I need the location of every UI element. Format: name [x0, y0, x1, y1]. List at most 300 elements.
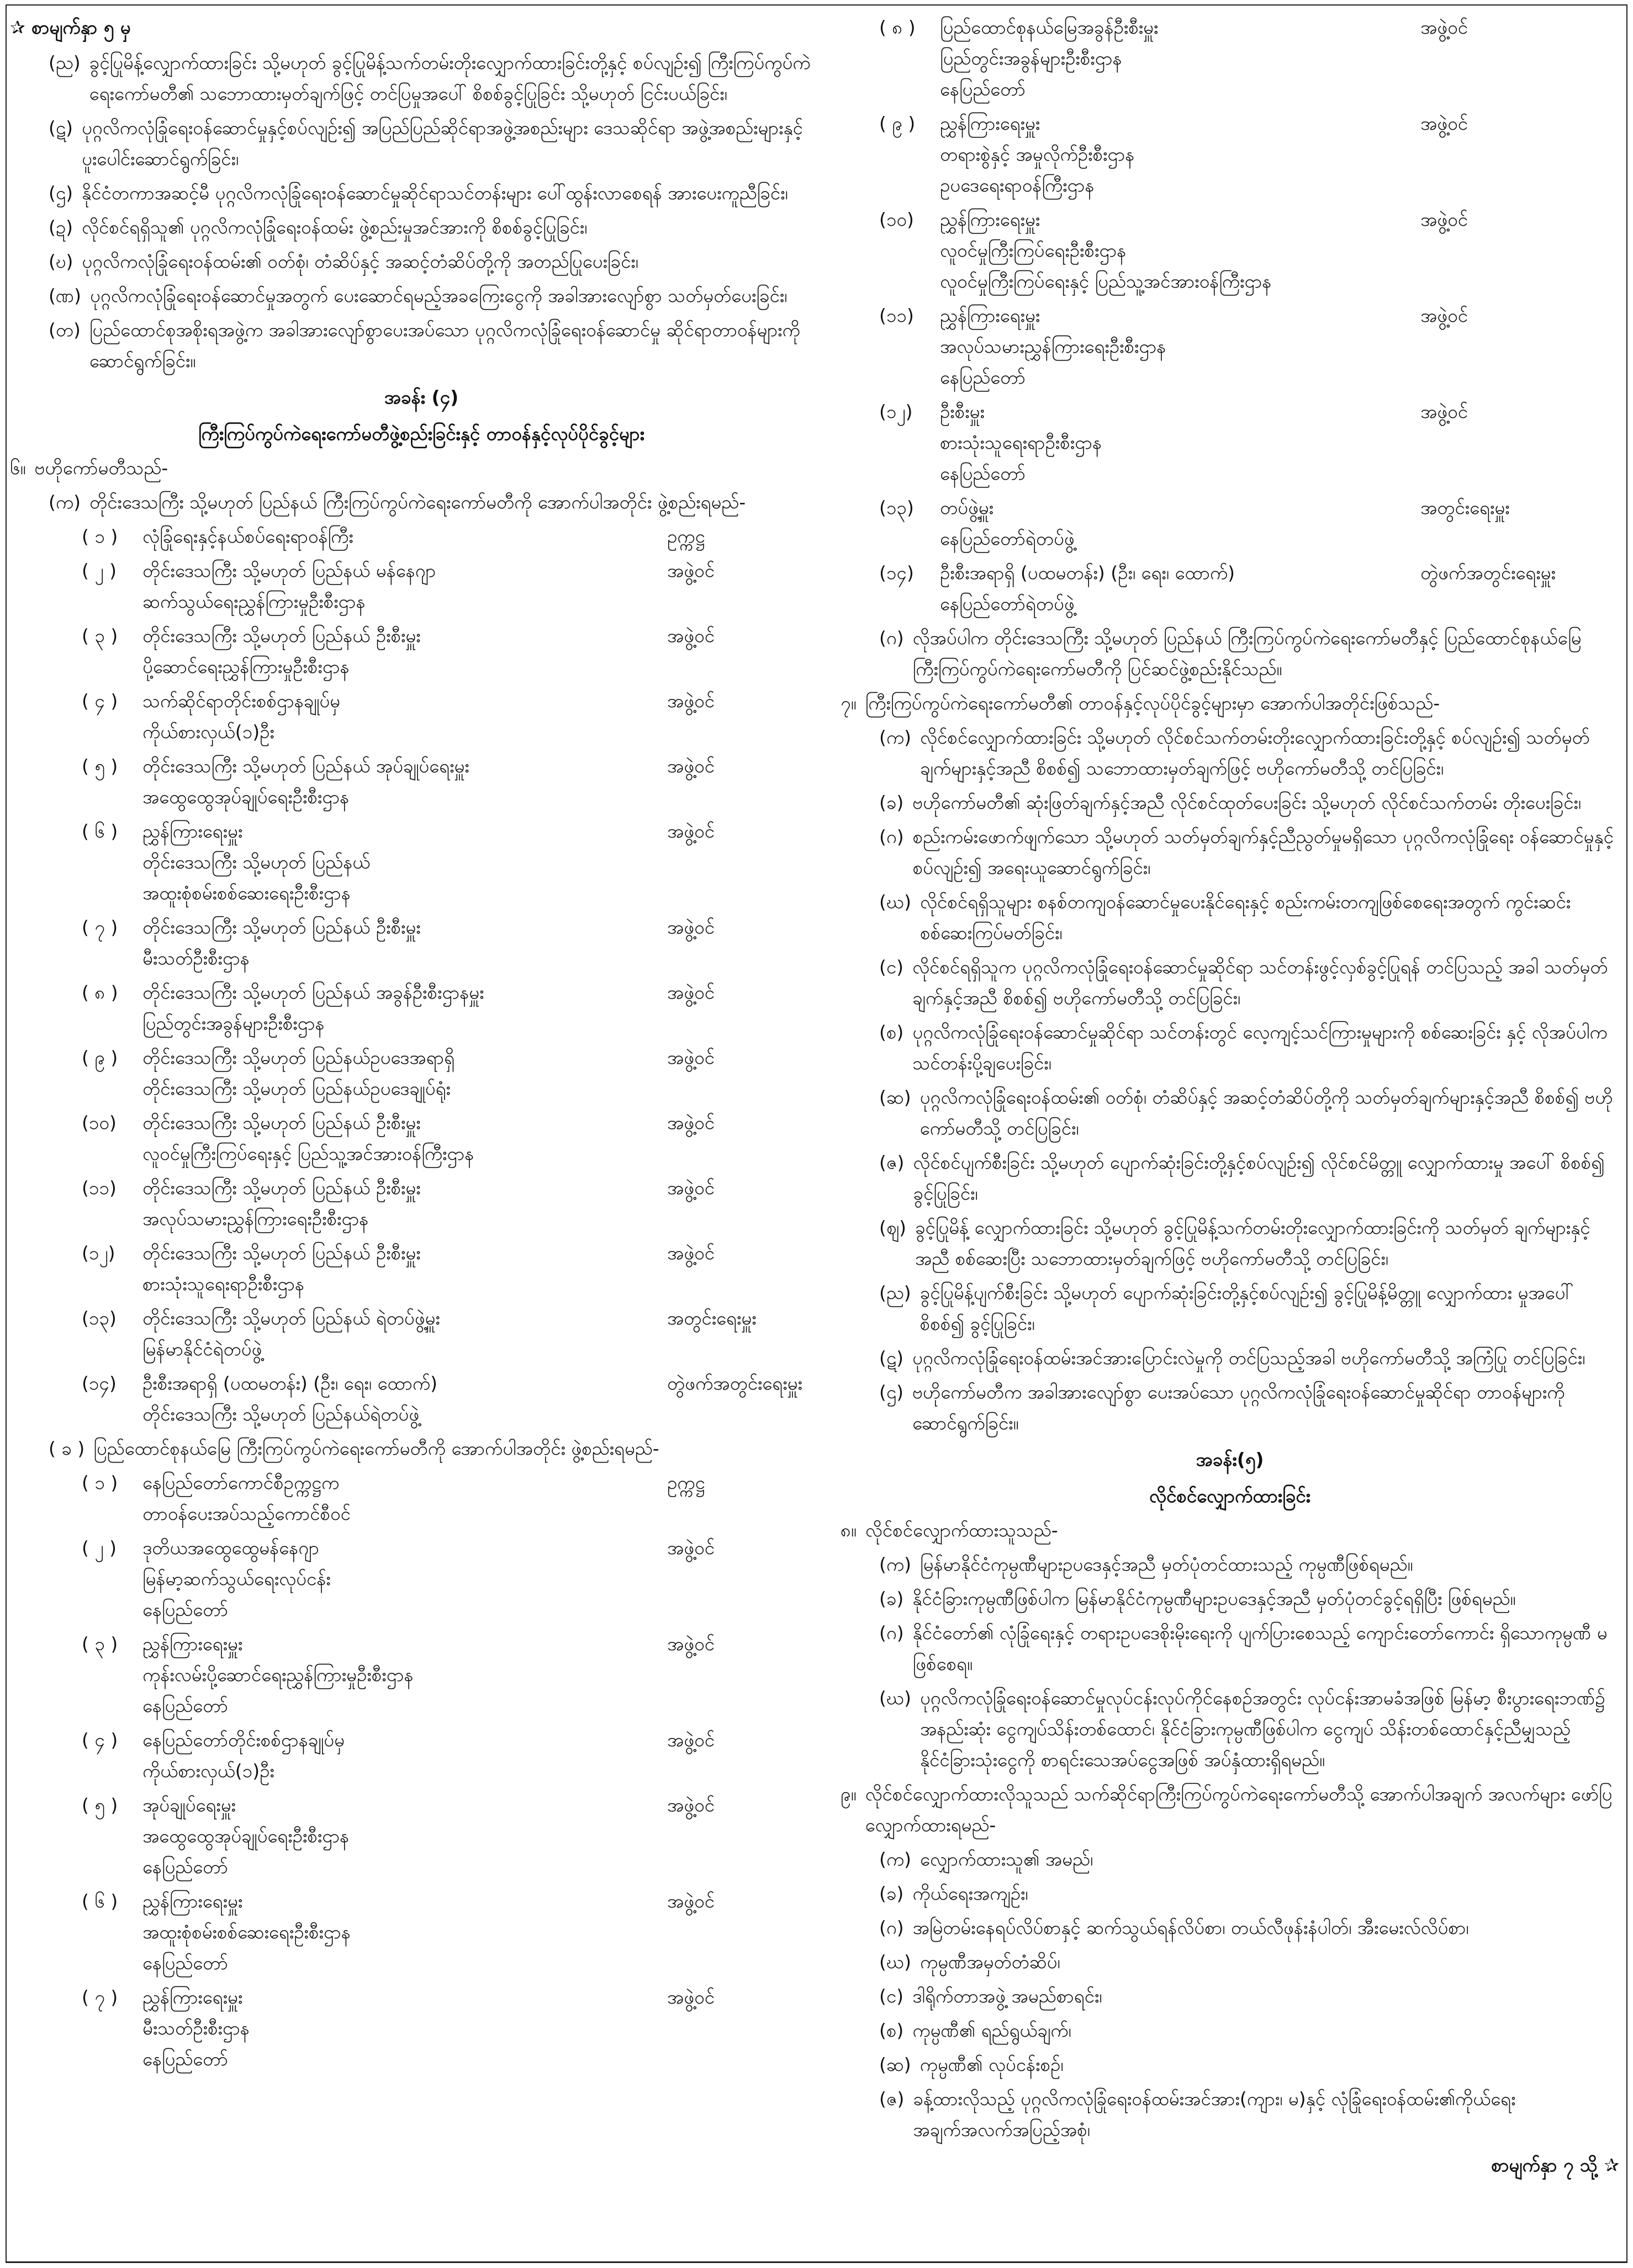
member-position-line: ညွှန်ကြားရေးမှူး	[142, 1633, 243, 1655]
member-role: အဖွဲ့ဝင်	[667, 560, 715, 581]
member-position-line: မီးသတ်ဦးစီးဌာန	[142, 2017, 250, 2039]
clause-number: ( ခ )	[49, 1438, 85, 1459]
member-position-line: စားသုံးသူရေးရာဦးစီးဌာန	[940, 432, 1102, 453]
member-role: ဥက္ကဋ္ဌ	[667, 526, 705, 547]
left-column	[10, 12, 833, 2255]
clause-number: (ည)	[879, 1282, 911, 1303]
member-position-line: အထွေထွေအုပ်ချုပ်ရေးဦးစီးဌာန	[142, 1825, 350, 1847]
member-position-line: ဆက်သွယ်ရေးညွှန်ကြားမှုဦးစီးဌာန	[142, 591, 366, 612]
clause-number: (ဈ)	[879, 1217, 906, 1238]
clause-number: (ဋ)	[879, 1347, 904, 1369]
committee-member-row	[10, 1725, 833, 1787]
member-position-line: ညွှန်ကြားရေးမှူး	[940, 113, 1040, 134]
member-number: (၁၁)	[879, 305, 914, 326]
frame-left-border	[6, 4, 7, 2262]
member-position-line: ဦးစီးမှူး	[940, 401, 985, 422]
member-position-line: တိုင်းဒေသကြီး သို့မဟုတ် ပြည်နယ် ဦးစီးမှူး	[142, 625, 421, 647]
member-position-line: ပြည်ထောင်စုနယ်မြေအခွန်ဦးစီးမှူး	[940, 17, 1159, 38]
member-position	[142, 977, 667, 1039]
committee-member-row	[10, 912, 833, 974]
member-position-line: တိုင်းဒေသကြီး သို့မဟုတ် ပြည်နယ် ရဲတပ်ဖွဲ့မှူး	[142, 1307, 440, 1329]
member-number: (၁၀)	[82, 1112, 117, 1133]
committee-member-row	[10, 1467, 833, 1529]
member-position	[940, 300, 1420, 393]
clause-item	[10, 178, 833, 209]
committee-member-row	[841, 108, 1619, 201]
clause-item	[10, 212, 833, 243]
member-position-line: ညွှန်ကြားရေးမှူး	[940, 305, 1040, 326]
clause-item	[841, 722, 1619, 784]
section6-heading	[10, 453, 833, 484]
member-number: (၁၄)	[879, 562, 914, 584]
clause-text: ဗဟိုကော်မတီ၏ ဆုံးဖြတ်ချက်နှင့်အညီ လိုင်စင်ထုတ်ပေးခြင်း သို့မဟုတ် လိုင်စင်သက်တမ်း တိုးပေးခြင်း၊	[912, 792, 1582, 813]
clause-text: ဒါရိုက်တာအဖွဲ့ အမည်စာရင်း၊	[912, 1985, 1102, 2007]
member-position	[142, 1042, 667, 1104]
clause-number: (စ)	[879, 1021, 904, 1043]
clause-number: (ဃ)	[879, 1951, 911, 1973]
member-position-line: နေပြည်တော်	[940, 463, 1026, 484]
clause-item	[10, 113, 833, 174]
member-role: အဖွဲ့ဝင်	[667, 1242, 715, 1264]
member-number: (၁၂)	[879, 401, 913, 422]
member-position-line: တိုင်းဒေသကြီး သို့မဟုတ် ပြည်နယ် မန်နေဂျာ	[142, 560, 436, 581]
member-number: ( ၃ )	[82, 625, 118, 647]
member-position-line: အထွေထွေအုပ်ချုပ်ရေးဦးစီးဌာန	[142, 786, 350, 808]
clause-item	[841, 1981, 1619, 2012]
member-position	[940, 396, 1420, 489]
clause-text: ခွင့်ပြုမိန့် လျှောက်ထားခြင်း သို့မဟုတ် ခွင့်ပြုမိန့်သက်တမ်းတိုးလျှောက်ထားခြင်းကို သတ်မှတ် ချက်များနှင့်အညီ စစ်ဆေးပြီး သဘောထားမှတ်ချက်ဖြင့် ဗဟိုကော်မတီသို့ တင်ပြခြင်း၊	[915, 1217, 1590, 1269]
clause-item	[841, 1278, 1619, 1339]
member-position	[142, 1238, 667, 1300]
clause-number: (ဇ)	[879, 2088, 905, 2110]
member-role: အဖွဲ့ဝင်	[1420, 305, 1468, 326]
committee-member-row	[10, 816, 833, 909]
clause-number: (ဌ)	[879, 1381, 904, 1403]
clause-item	[841, 1377, 1619, 1439]
member-role: အဖွဲ့ဝင်	[1420, 209, 1468, 230]
member-position	[142, 686, 667, 748]
member-position-line: ဥပဒေရေးရာဝန်ကြီးဌာန	[940, 174, 1095, 196]
clause-number: (ဂ)	[879, 826, 904, 847]
clause-text: နိုင်ငံတော်၏ လုံခြုံရေးနှင့် တရားဥပဒေစိုးမိုးရေးကို ပျက်ပြားစေသည့် ကျောင်းတော်ကောင်း ရှိသောကုမ္ပဏီ မဖြစ်စေရ။	[912, 1622, 1608, 1674]
member-position	[142, 1467, 667, 1529]
member-position-line: ပြည်တွင်းအခွန်များဦးစီးဌာန	[142, 1013, 325, 1034]
section9-heading	[841, 1779, 1619, 1841]
member-position-line: နေပြည်တော်ကောင်စီဥက္ကဋ္ဌက	[142, 1472, 340, 1493]
clause-text: ပုဂ္ဂလိကလုံခြုံရေးဝန်ဆောင်မှုလုပ်ငန်းလုပ်ကိုင်နေစဉ်အတွင်း လုပ်ငန်းအာမခံအဖြစ် မြန်မာ့ စီးပွားရေးဘဏ်၌ အနည်းဆုံး ငွေကျပ်သိန်းတစ်ထောင်၊ နိုင်ငံခြားကုမ္ပဏီဖြစ်ပါက ငွေကျပ် သိန်းတစ်ထောင်နှင့်ညီမျှသည့် နိုင်ငံခြားသုံးငွေကို စာရင်းသေအပ်ငွေအဖြစ် အပ်နှံထားရှိရမည်။	[919, 1687, 1605, 1771]
clause-text: လျှောက်ထားသူ၏ အမည်၊	[920, 1848, 1093, 1870]
member-position	[142, 621, 667, 682]
member-role: ဥက္ကဋ္ဌ	[667, 1472, 705, 1493]
clause-text: ကုမ္ပဏီ၏ လုပ်ငန်းစဉ်၊	[919, 2054, 1064, 2075]
member-role: အဖွဲ့ဝင်	[667, 1890, 715, 1912]
committee-member-row	[10, 521, 833, 552]
clause-number: (တ)	[49, 319, 81, 341]
member-number: ( ၆ )	[82, 1890, 118, 1912]
clause-text: ကုမ္ပဏီအမှတ်တံဆိပ်၊	[919, 1951, 1060, 1973]
member-number: ( ၁ )	[82, 1472, 118, 1493]
clause-text: ပုဂ္ဂလိကလုံခြုံရေးဝန်ထမ်း၏ ဝတ်စုံ၊ တံဆိပ်နှင့် အဆင့်တံဆိပ်တို့ကို အတည်ပြုပေးခြင်း၊	[82, 251, 638, 272]
clause-number: (င)	[879, 1985, 904, 2007]
member-position-line: ပို့ဆောင်ရေးညွှန်ကြားမှုဦးစီးဌာန	[142, 656, 350, 677]
member-role: တွဲဖက်အတွင်းရေးမှူး	[1420, 562, 1556, 584]
member-position	[940, 108, 1420, 201]
clause-number: (ဆ)	[879, 1087, 911, 1108]
member-role: အဖွဲ့ဝင်	[1420, 113, 1468, 134]
committee-member-row	[10, 1790, 833, 1883]
member-position	[940, 204, 1420, 297]
clause-text: ပုဂ္ဂလိကလုံခြုံရေးဝန်ဆောင်မှုနှင့်စပ်လျဉ်း၍ အပြည်ပြည်ဆိုင်ရာအဖွဲ့အစည်းများ ဒေသဆိုင်ရာ အဖွဲ့အစည်းများနှင့် ပူးပေါင်းဆောင်ရွက်ခြင်း၊	[82, 117, 803, 169]
clause-text: လိုအပ်ပါက တိုင်းဒေသကြီး သို့မဟုတ် ပြည်နယ် ကြီးကြပ်ကွပ်ကဲရေးကော်မတီနှင့် ပြည်ထောင်စုနယ်မြေ ကြီးကြပ်ကွပ်ကဲရေးကော်မတီကို ပြင်ဆင်ဖွဲ့စည်းနိုင်သည်။	[912, 627, 1582, 680]
member-position-line: အလုပ်သမားညွှန်ကြားရေးဦးစီးဌာန	[940, 336, 1166, 357]
member-number: (၁၀)	[879, 209, 914, 230]
clause-text: ပုဂ္ဂလိကလုံခြုံရေးဝန်ထမ်းအင်အားပြောင်းလဲမှုကို တင်ပြသည့်အခါ ဗဟိုကော်မတီသို့ အကြံပြု တင်ပြခြင်း၊	[912, 1347, 1586, 1369]
clause-number: (က)	[879, 727, 912, 748]
committee-member-row	[10, 751, 833, 813]
frame-right-border	[1626, 4, 1627, 2262]
committee-member-row	[10, 1886, 833, 1979]
member-position-line: နေပြည်တော်	[940, 367, 1026, 388]
member-role: အဖွဲ့ဝင်	[667, 755, 715, 777]
member-number: (၁၄)	[82, 1373, 117, 1394]
union-territory-committee-member-list	[10, 1467, 833, 2075]
member-number: (၁၃)	[879, 497, 914, 518]
member-position	[142, 816, 667, 909]
clause-number: (ဎ)	[49, 251, 73, 272]
clause-text: ဗဟိုကော်မတီက အခါအားလျော်စွာ ပေးအပ်သော ပုဂ္ဂလိကလုံခြုံရေးဝန်ဆောင်မှုဆိုင်ရာ တာဝန်များကို ဆောင်ရွက်ခြင်း။	[912, 1381, 1565, 1434]
clause-number: (က)	[49, 491, 81, 513]
member-position	[142, 521, 667, 552]
committee-member-row	[10, 1368, 833, 1430]
member-position-line: နေပြည်တော်	[142, 1952, 228, 1974]
clause-item	[841, 1017, 1619, 1079]
clause-text: လိုင်စင်ရရှိသူများ စနစ်တကျဝန်ဆောင်မှုပေးနိုင်ရေးနှင့် စည်းကမ်းတကျဖြစ်စေရေးအတွက် ကွင်းဆင်းစစ်ဆေးကြပ်မတ်ခြင်း၊	[919, 891, 1571, 944]
clause-item	[841, 1549, 1619, 1580]
clause-number: (ဃ)	[879, 1687, 911, 1709]
committee-member-row	[10, 621, 833, 682]
region-committee-member-list	[10, 521, 833, 1430]
committee-member-row	[841, 492, 1619, 554]
member-position-line: အထူးစုံစမ်းစစ်ဆေးရေးဦးစီးဌာန	[142, 882, 351, 904]
member-role: အဖွဲ့ဝင်	[667, 1729, 715, 1751]
clause-item	[10, 246, 833, 277]
member-position-line: ဦးစီးအရာရှိ (ပထမတန်း) (ဦး၊ ရေး၊ ထောက်)	[940, 562, 1235, 584]
clause-text: လိုင်စင်ပျက်စီးခြင်း သို့မဟုတ် ပျောက်ဆုံးခြင်းတို့နှင့်စပ်လျဉ်း၍ လိုင်စင်မိတ္တူ လျှောက်ထားမှု အပေါ် စိစစ်၍ ခွင့်ပြုခြင်း၊	[913, 1152, 1605, 1204]
clause-item	[841, 1912, 1619, 1943]
member-number: ( ၄ )	[82, 1729, 118, 1751]
member-position-line: အထူးစုံစမ်းစစ်ဆေးရေးဦးစီးဌာန	[142, 1921, 351, 1943]
member-number: ( ၇ )	[82, 916, 118, 938]
committee-member-row	[10, 977, 833, 1039]
clause-number: (ဃ)	[879, 891, 911, 913]
member-position	[142, 1368, 667, 1430]
member-role: အဖွဲ့ဝင်	[667, 1177, 715, 1199]
member-position-line: တိုင်းဒေသကြီး သို့မဟုတ် ပြည်နယ် ဦးစီးမှူး	[142, 1177, 421, 1199]
committee-member-row	[841, 12, 1619, 105]
member-position-line: တိုင်းဒေသကြီး သို့မဟုတ် ပြည်နယ် ဦးစီးမှူး	[142, 1112, 421, 1133]
committee-member-row	[10, 1533, 833, 1625]
member-position	[142, 1790, 667, 1883]
committee-member-row	[10, 1042, 833, 1104]
section7-number: ၇။	[841, 692, 857, 714]
member-position	[142, 1725, 667, 1787]
member-position	[142, 1982, 667, 2075]
clause-item	[841, 1583, 1619, 1614]
member-position-line: နေပြည်တော်	[142, 2048, 228, 2070]
clause-text: ပုဂ္ဂလိကလုံခြုံရေးဝန်ဆောင်မှုဆိုင်ရာ သင်တန်းတွင် လေ့ကျင့်သင်ကြားမှုများကို စစ်ဆေးခြင်း နှင့် လိုအပ်ပါက သင်တန်းပို့ချပေးခြင်း၊	[912, 1021, 1608, 1074]
clause-text: လိုင်စင်လျှောက်ထားခြင်း သို့မဟုတ် လိုင်စင်သက်တမ်းတိုးလျှောက်ထားခြင်းတို့နှင့် စပ်လျဉ်း၍ သတ်မှတ်ချက်များနှင့်အညီ စိစစ်၍ သဘောထားမှတ်ချက်ဖြင့် ဗဟိုကော်မတီသို့ တင်ပြခြင်း၊	[920, 727, 1590, 779]
member-position	[142, 1173, 667, 1234]
frame-top-border	[6, 4, 1627, 6]
member-position-line: မြန်မာနိုင်ငံရဲတပ်ဖွဲ့	[142, 1338, 262, 1360]
clause-number: (ဂ)	[879, 1622, 904, 1644]
clause-number: (စ)	[879, 2020, 904, 2041]
member-position-line: အုပ်ချုပ်ရေးမှူး	[142, 1794, 236, 1816]
section6-clause-ka	[10, 487, 833, 518]
frame-bottom-border	[6, 2261, 1627, 2263]
section9-intro: လိုင်စင်လျှောက်ထားလိုသူသည် သက်ဆိုင်ရာကြီးကြပ်ကွပ်ကဲရေးကော်မတီသို့ အောက်ပါအချက် အလက်များ ဖော်ပြလျှောက်ထားရမည်-	[865, 1783, 1613, 1836]
clause-item	[10, 280, 833, 311]
member-position-line: ဒုတိယအထွေထွေမန်နေဂျာ	[142, 1537, 319, 1559]
section8-heading	[841, 1515, 1619, 1546]
member-role: အဖွဲ့ဝင်	[667, 690, 715, 712]
clause-item	[10, 315, 833, 377]
member-number: ( ၆ )	[82, 820, 118, 842]
clause-number: (က)	[879, 1848, 912, 1870]
clause-item	[841, 2084, 1619, 2145]
clause-text: စည်းကမ်းဖောက်ဖျက်သော သို့မဟုတ် သတ်မှတ်ချက်နှင့်ညီညွတ်မှုမရှိသော ပုဂ္ဂလိကလုံခြုံရေး ဝန်ဆောင်မှုနှင့်စပ်လျဉ်း၍ အရေးယူဆောင်ရွက်ခြင်း၊	[912, 826, 1614, 878]
clause-number: (ခ)	[879, 1883, 904, 1904]
section7-heading	[841, 688, 1619, 719]
clause-text: ခန့်ထားလိုသည့် ပုဂ္ဂလိကလုံခြုံရေးဝန်ထမ်းအင်အား(ကျား၊ မ)နှင့် လုံခြုံရေးဝန်ထမ်း၏ကိုယ်ရေး အချက်အလက်အပြည့်အစုံ၊	[913, 2088, 1516, 2140]
committee-member-row	[841, 204, 1619, 297]
member-position	[142, 1107, 667, 1169]
clause-number: (ဆ)	[879, 2054, 911, 2075]
clause-text: နိုင်ငံခြားကုမ္ပဏီဖြစ်ပါက မြန်မာနိုင်ငံကုမ္ပဏီများဥပဒေနှင့်အညီ မှတ်ပုံတင်ခွင့်ရရှိပြီး ဖြစ်ရမည်။	[912, 1588, 1516, 1609]
clause-number: (ဂ)	[879, 627, 904, 649]
clause-number: (ဂ)	[879, 1917, 904, 1938]
section6-clause-ga	[841, 623, 1619, 685]
member-position	[142, 1303, 667, 1365]
clause-number: (ဋ)	[49, 117, 73, 139]
continued-from-marker: ✰ စာမျက်နှာ ၅ မှ	[10, 17, 131, 38]
member-position-line: လူဝင်မှုကြီးကြပ်ရေးဦးစီးဌာန	[940, 240, 1127, 261]
member-position	[142, 1886, 667, 1979]
chapter4-number: အခန်း (၄)	[384, 386, 459, 408]
member-position-line: ညွှန်ကြားရေးမှူး	[940, 209, 1040, 230]
clause-number: (ည)	[49, 52, 81, 73]
clause-item	[841, 1147, 1619, 1209]
member-role: အဖွဲ့ဝင်	[667, 1112, 715, 1133]
member-position-line: တိုင်းဒေသကြီး သို့မဟုတ် ပြည်နယ်ဥပဒေအရာရှိ	[142, 1047, 455, 1068]
member-position-line: တရားစွဲနှင့် အမှုလိုက်ဦးစီးဌာန	[940, 144, 1135, 165]
member-number: ( ၅ )	[82, 1794, 118, 1816]
member-number: ( ၈ )	[82, 982, 118, 1003]
member-number: ( ၂ )	[82, 560, 117, 581]
member-position-line: နေပြည်တော်ရဲတပ်ဖွဲ့	[940, 593, 1075, 614]
member-position-line: လုံခြုံရေးနှင့်နယ်စပ်ရေးရာဝန်ကြီး	[142, 526, 353, 547]
section5-items-continued	[10, 47, 833, 377]
member-number: ( ၂ )	[82, 1537, 117, 1559]
clause-item	[841, 2049, 1619, 2080]
member-number: ( ၅ )	[82, 755, 118, 777]
clause-item	[841, 1844, 1619, 1875]
member-role: အဖွဲ့ဝင်	[667, 1047, 715, 1068]
member-position-line: ပြည်တွင်းအခွန်များဦးစီးဌာန	[940, 47, 1122, 69]
member-role: အဖွဲ့ဝင်	[1420, 401, 1468, 422]
member-role: အတွင်းရေးမှူး	[667, 1307, 757, 1329]
section7-intro: ကြီးကြပ်ကွပ်ကဲရေးကော်မတီ၏ တာဝန်နှင့်လုပ်ပိုင်ခွင့်များမှာ အောက်ပါအတိုင်းဖြစ်သည်-	[865, 692, 1440, 714]
member-role: အဖွဲ့ဝင်	[667, 1633, 715, 1655]
member-position-line: တိုင်းဒေသကြီး သို့မဟုတ် ပြည်နယ် အခွန်ဦးစီးဌာနမှူး	[142, 982, 484, 1003]
committee-member-row	[10, 555, 833, 617]
clause-text: ပုဂ္ဂလိကလုံခြုံရေးဝန်ထမ်း၏ ဝတ်စုံ၊ တံဆိပ်နှင့် အဆင့်တံဆိပ်တို့ကို သတ်မှတ်ချက်များနှင့်အညီ စိစစ်၍ ဗဟိုကော်မတီသို့ တင်ပြခြင်း၊	[919, 1087, 1613, 1139]
clause-number: (ဌ)	[49, 182, 73, 204]
clause-text: ကိုယ်ရေးအကျဉ်း၊	[912, 1883, 1028, 1904]
section8-intro: လိုင်စင်လျှောက်ထားသူသည်-	[865, 1519, 1058, 1541]
clause-text: လိုင်စင်ရရှိသူက ပုဂ္ဂလိကလုံခြုံရေးဝန်ဆောင်မှုဆိုင်ရာ သင်တန်းဖွင့်လှစ်ခွင့်ပြုရန် တင်ပြသည့် အခါ သတ်မှတ်ချက်နှင့်အညီ စိစစ်၍ ဗဟိုကော်မတီသို့ တင်ပြခြင်း၊	[912, 956, 1608, 1009]
clause-item	[841, 2015, 1619, 2046]
clause-item	[841, 1878, 1619, 1909]
member-position-line: တပ်ဖွဲ့မှူး	[940, 497, 994, 518]
member-number: (၁၃)	[82, 1307, 117, 1329]
chapter5-title: လိုင်စင်လျှောက်ထားခြင်း	[1149, 1485, 1310, 1507]
member-number: (၁၁)	[82, 1177, 117, 1199]
clause-number: (က)	[879, 1554, 912, 1575]
member-position-line: လူဝင်မှုကြီးကြပ်ရေးနှင့် ပြည်သူ့အင်အားဝန်ကြီးဌာန	[142, 1143, 474, 1164]
committee-member-row	[10, 1982, 833, 2075]
member-position	[142, 1533, 667, 1625]
right-column	[841, 12, 1619, 2255]
member-position-line: တာဝန်ပေးအပ်သည့်ကောင်စီဝင်	[142, 1503, 351, 1524]
section6-number: ၆။	[10, 457, 26, 479]
committee-member-row	[10, 1629, 833, 1721]
clause-number: (င)	[879, 956, 904, 978]
member-position-line: ကုန်းလမ်းပို့ဆောင်ရေးညွှန်ကြားမှုဦးစီးဌာန	[142, 1664, 414, 1686]
member-number: (၁၂)	[82, 1242, 115, 1264]
member-position	[142, 555, 667, 617]
member-role: တွဲဖက်အတွင်းရေးမှူး	[667, 1373, 802, 1394]
member-number: ( ၉ )	[879, 113, 916, 134]
clause-text: တိုင်းဒေသကြီး သို့မဟုတ် ပြည်နယ် ကြီးကြပ်ကွပ်ကဲရေးကော်မတီကို အောက်ပါအတိုင်း ဖွဲ့စည်းရမည်-	[89, 491, 746, 513]
clause-text: မြန်မာနိုင်ငံကုမ္ပဏီများဥပဒေနှင့်အညီ မှတ်ပုံတင်ထားသည့် ကုမ္ပဏီဖြစ်ရမည်။	[920, 1554, 1413, 1575]
member-position-line: တိုင်းဒေသကြီး သို့မဟုတ် ပြည်နယ်	[142, 851, 371, 873]
member-role: အဖွဲ့ဝင်	[667, 1537, 715, 1559]
section6-intro: ဗဟိုကော်မတီသည်-	[34, 457, 168, 479]
member-position-line: မီးသတ်ဦးစီးဌာန	[142, 947, 250, 969]
section9-number: ၉။	[841, 1783, 857, 1805]
member-position-line: နေပြည်တော်	[940, 78, 1026, 100]
committee-member-row	[841, 396, 1619, 489]
section9-items	[841, 1844, 1619, 2145]
clause-item	[841, 1082, 1619, 1144]
clause-text: နိုင်ငံတကာအဆင့်မီ ပုဂ္ဂလိကလုံခြုံရေးဝန်ဆောင်မှုဆိုင်ရာသင်တန်းများ ပေါ်ထွန်းလာစေရန် အားပေးကူညီခြင်း၊	[82, 182, 788, 204]
member-position-line: လူဝင်မှုကြီးကြပ်ရေးနှင့် ပြည်သူ့အင်အားဝန်ကြီးဌာန	[940, 271, 1272, 292]
clause-item	[841, 787, 1619, 818]
clause-item	[841, 1618, 1619, 1679]
committee-member-row	[841, 558, 1619, 619]
member-position-line: စားသုံးသူရေးရာဦးစီးဌာန	[142, 1273, 305, 1295]
clause-text: ခွင့်ပြုမိန့်ပျက်စီးခြင်း သို့မဟုတ် ပျောက်ဆုံးခြင်းတို့နှင့်စပ်လျဉ်း၍ ခွင့်ပြုမိန့်မိတ္တူ လျှောက်ထား မှုအပေါ် စိစစ်၍ ခွင့်ပြုခြင်း၊	[919, 1282, 1574, 1334]
member-role: အတွင်းရေးမှူး	[1420, 497, 1510, 518]
member-position-line: တိုင်းဒေသကြီး သို့မဟုတ် ပြည်နယ် ဦးစီးမှူး	[142, 1242, 421, 1264]
clause-text: လိုင်စင်ရရှိသူ၏ ပုဂ္ဂလိကလုံခြုံရေးဝန်ထမ်း ဖွဲ့စည်းမှုအင်အားကို စိစစ်ခွင့်ပြုခြင်း၊	[82, 216, 588, 238]
member-position-line: နေပြည်တော်ရဲတပ်ဖွဲ့	[940, 528, 1075, 549]
member-role: အဖွဲ့ဝင်	[1420, 17, 1468, 38]
member-position	[940, 558, 1420, 619]
section7-items	[841, 722, 1619, 1439]
member-position-line: နေပြည်တော်	[142, 1599, 228, 1620]
member-number: ( ၉ )	[82, 1047, 118, 1068]
committee-member-row	[10, 1303, 833, 1365]
clause-text: ပြည်ထောင်စုနယ်မြေ ကြီးကြပ်ကွပ်ကဲရေးကော်မတီကို အောက်ပါအတိုင်း ဖွဲ့စည်းရမည်-	[93, 1438, 659, 1459]
union-territory-committee-member-list-continued	[841, 12, 1619, 619]
member-role: အဖွဲ့ဝင်	[667, 916, 715, 938]
clause-item	[841, 822, 1619, 883]
clause-text: ကုမ္ပဏီ၏ ရည်ရွယ်ချက်၊	[912, 2020, 1071, 2041]
clause-text: အမြဲတမ်းနေရပ်လိပ်စာနှင့် ဆက်သွယ်ရန်လိပ်စာ၊ တယ်လီဖုန်းနံပါတ်၊ အီးမေးလ်လိပ်စာ၊	[912, 1917, 1469, 1938]
clause-item	[841, 1947, 1619, 1978]
clause-number: (ဍ)	[49, 216, 73, 238]
member-position-line: နေပြည်တော်တိုင်းစစ်ဌာနချုပ်မှ	[142, 1729, 345, 1751]
member-position-line: မြန်မာ့ဆက်သွယ်ရေးလုပ်ငန်း	[142, 1568, 331, 1589]
clause-number: (ဇ)	[879, 1152, 905, 1173]
member-position-line: ညွှန်ကြားရေးမှူး	[142, 820, 243, 842]
chapter5-number: အခန်း(၅)	[1196, 1449, 1264, 1470]
clause-item	[841, 1212, 1619, 1274]
member-number: ( ၄ )	[82, 690, 118, 712]
member-position	[142, 1629, 667, 1721]
member-position-line: တိုင်းဒေသကြီး သို့မဟုတ် ပြည်နယ်ဥပဒေချုပ်ရုံး	[142, 1078, 451, 1099]
clause-number: (ခ)	[879, 1588, 904, 1609]
member-number: ( ၈ )	[879, 17, 916, 38]
clause-item	[841, 1343, 1619, 1374]
member-role: အဖွဲ့ဝင်	[667, 982, 715, 1003]
section8-number: ၈။	[841, 1519, 857, 1541]
clause-item	[841, 887, 1619, 948]
section8-items	[841, 1549, 1619, 1776]
member-number: ( ၁ )	[82, 526, 118, 547]
committee-member-row	[10, 686, 833, 748]
member-position-line: အလုပ်သမားညွှန်ကြားရေးဦးစီးဌာန	[142, 1208, 369, 1230]
member-role: အဖွဲ့ဝင်	[667, 1986, 715, 2008]
member-number: ( ၃ )	[82, 1633, 118, 1655]
member-position-line: တိုင်းဒေသကြီး သို့မဟုတ် ပြည်နယ် ဦးစီးမှူး	[142, 916, 421, 938]
member-position	[142, 912, 667, 974]
committee-member-row	[10, 1107, 833, 1169]
member-position-line: တိုင်းဒေသကြီး သို့မဟုတ် ပြည်နယ်ရဲတပ်ဖွဲ့	[142, 1403, 420, 1425]
committee-member-row	[10, 1238, 833, 1300]
member-position-line: ကိုယ်စားလှယ်(၁)ဦး	[142, 1760, 274, 1782]
clause-item	[841, 952, 1619, 1014]
member-position-line: ညွှန်ကြားရေးမှူး	[142, 1890, 243, 1912]
committee-member-row	[841, 300, 1619, 393]
section6-clause-kha	[10, 1433, 833, 1464]
clause-text: ပုဂ္ဂလိကလုံခြုံရေးဝန်ဆောင်မှုအတွက် ပေးဆောင်ရမည့်အခကြေးငွေကို အခါအားလျော်စွာ သတ်မှတ်ပေးခြင်း၊	[90, 285, 788, 306]
member-position-line: ညွှန်ကြားရေးမှူး	[142, 1986, 243, 2008]
chapter4-title: ကြီးကြပ်ကွပ်ကဲရေးကော်မတီဖွဲ့စည်းခြင်းနှင့် တာဝန်နှင့်လုပ်ပိုင်ခွင့်များ	[198, 423, 645, 444]
committee-member-row	[10, 1173, 833, 1234]
member-position-line: နေပြည်တော်	[142, 1856, 228, 1878]
clause-text: ပြည်ထောင်စုအစိုးရအဖွဲ့က အခါအားလျော်စွာပေးအပ်သော ပုဂ္ဂလိကလုံခြုံရေးဝန်ဆောင်မှု ဆိုင်ရာတာဝန်များကို ဆောင်ရွက်ခြင်း။	[89, 319, 800, 372]
clause-number: (ဏ)	[49, 285, 82, 306]
clause-text: ခွင့်ပြုမိန့်လျှောက်ထားခြင်း သို့မဟုတ် ခွင့်ပြုမိန့်သက်တမ်းတိုးလျှောက်ထားခြင်းတို့နှင့် စပ်လျဉ်း၍ ကြီးကြပ်ကွပ်ကဲရေးကော်မတီ၏ သဘောထားမှတ်ချက်ဖြင့် တင်ပြမှုအပေါ် စိစစ်ခွင့်ပြုခြင်း သို့မဟုတ် ငြင်းပယ်ခြင်း၊	[89, 52, 811, 104]
member-position-line: ဦးစီးအရာရှိ (ပထမတန်း) (ဦး၊ ရေး၊ ထောက်)	[142, 1373, 438, 1394]
member-position-line: သက်ဆိုင်ရာတိုင်းစစ်ဌာနချုပ်မှ	[142, 690, 341, 712]
member-position-line: နေပြည်တော်	[142, 1695, 228, 1716]
member-position	[940, 12, 1420, 105]
member-position	[142, 751, 667, 813]
